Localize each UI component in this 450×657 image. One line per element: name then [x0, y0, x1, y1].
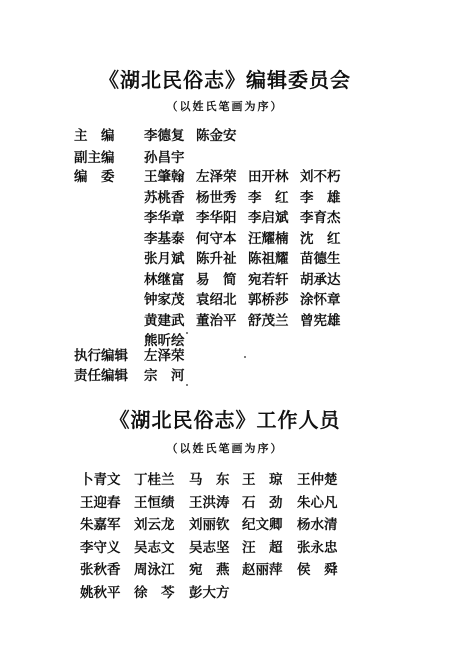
member-name: 袁绍北	[196, 292, 237, 308]
member-name: 董治平	[196, 312, 237, 329]
member-name: 左泽荣	[196, 169, 237, 185]
print-speck	[186, 332, 188, 334]
member-name: 汪耀楠	[248, 230, 289, 247]
staff-name: 汪 超	[242, 539, 283, 556]
member-name: 林继富	[144, 271, 185, 288]
staff-name: 杨水清	[297, 517, 338, 533]
member-name: 李育杰	[300, 210, 341, 226]
staff-name: 吴志文	[134, 539, 175, 556]
member-name: 陈祖耀	[248, 251, 289, 267]
staff-name: 赵丽萍	[242, 562, 283, 578]
member-name: 苗德生	[300, 251, 341, 267]
staff-title: 《湖北民俗志》工作人员	[109, 408, 341, 432]
staff-name: 李守义	[80, 539, 121, 556]
role-label: 副主编	[74, 150, 115, 166]
staff-name: 姚秋平	[80, 584, 121, 601]
staff-name: 刘丽钦	[189, 517, 230, 533]
member-name: 左泽荣	[144, 348, 185, 364]
member-name: 黄建武	[144, 312, 185, 329]
staff-subtitle: （以姓氏笔画为序）	[166, 442, 284, 455]
staff-name: 徐 芩	[134, 584, 175, 601]
staff-name: 王仲楚	[297, 472, 338, 488]
member-name: 李华章	[144, 210, 185, 226]
print-speck	[244, 356, 246, 358]
member-name: 杨世秀	[196, 189, 237, 206]
staff-name: 刘云龙	[134, 517, 175, 533]
staff-name: 宛 燕	[189, 562, 230, 578]
staff-name: 纪文卿	[242, 517, 283, 533]
role-label: 责任编辑	[74, 368, 128, 384]
staff-name: 彭大方	[189, 584, 230, 601]
staff-name: 王 琼	[242, 472, 283, 488]
member-name: 舒茂兰	[248, 312, 289, 329]
role-label: 执行编辑	[74, 348, 128, 364]
member-name: 沈 红	[300, 230, 341, 247]
print-speck	[186, 384, 188, 386]
member-name: 李华阳	[196, 210, 237, 226]
member-name: 张月斌	[144, 251, 185, 267]
member-name: 涂怀章	[300, 292, 341, 308]
staff-name: 吴志坚	[189, 539, 230, 556]
staff-name: 朱嘉军	[80, 517, 121, 533]
staff-name: 张永忠	[297, 539, 338, 556]
member-name: 陈金安	[196, 128, 237, 144]
member-name: 田开林	[248, 169, 289, 185]
staff-name: 王恒绩	[134, 494, 175, 511]
committee-subtitle: （以姓氏笔画为序）	[166, 100, 284, 113]
member-name: 宛若轩	[248, 271, 289, 288]
committee-title: 《湖北民俗志》编辑委员会	[99, 68, 351, 92]
staff-name: 周泳江	[134, 562, 175, 578]
member-name: 胡承达	[300, 271, 341, 288]
member-name: 刘不朽	[300, 169, 341, 185]
member-name: 孙昌宇	[144, 150, 185, 166]
member-name: 熊昕绘	[144, 333, 185, 349]
staff-name: 石 劲	[242, 494, 283, 511]
staff-name: 王洪涛	[189, 494, 230, 511]
role-label: 主 编	[74, 128, 115, 144]
member-name: 李德复	[144, 128, 185, 144]
member-name: 何守本	[196, 230, 237, 247]
member-name: 曾宪雄	[300, 312, 341, 329]
member-name: 郭桥莎	[248, 292, 289, 308]
staff-name: 王迎春	[80, 494, 121, 511]
member-name: 李 雄	[300, 189, 341, 206]
member-name: 李基泰	[144, 230, 185, 247]
member-name: 王肇翰	[144, 169, 185, 185]
role-label: 编 委	[74, 169, 115, 185]
staff-name: 丁桂兰	[134, 472, 175, 488]
staff-name: 侯 舜	[297, 562, 338, 578]
staff-name: 卜青文	[80, 472, 121, 488]
member-name: 李启斌	[248, 210, 289, 226]
staff-name: 朱心凡	[297, 494, 338, 511]
member-name: 陈升祉	[196, 251, 237, 267]
member-name: 钟家茂	[144, 292, 185, 308]
member-name: 李 红	[248, 189, 289, 206]
member-name: 易 简	[196, 271, 237, 288]
member-name: 宗 河	[144, 368, 185, 384]
staff-name: 张秋香	[80, 562, 121, 578]
staff-name: 马 东	[189, 472, 230, 488]
member-name: 苏桃香	[144, 189, 185, 206]
